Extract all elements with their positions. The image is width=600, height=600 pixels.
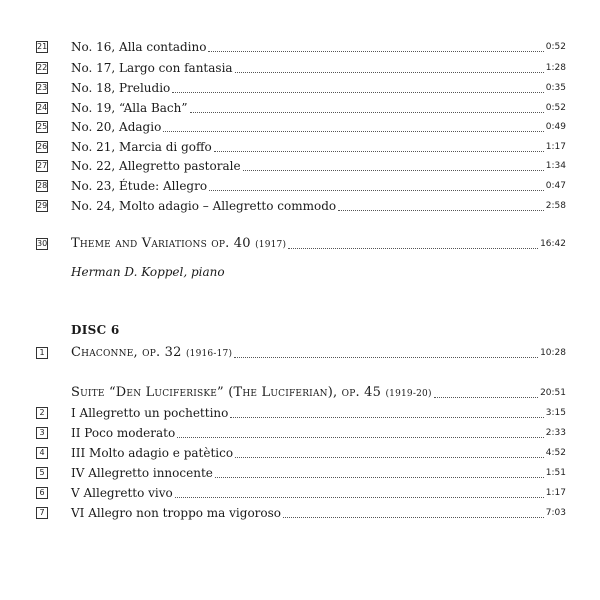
track-title: No. 19, “Alla Bach” <box>71 101 188 115</box>
track-duration: 4:52 <box>545 448 566 458</box>
track-title: VI Allegro non troppo ma vigoroso <box>71 506 282 520</box>
work-title <box>71 345 232 362</box>
leader-dots <box>230 417 543 418</box>
track-title: No. 21, Marcia di goffo <box>71 140 212 154</box>
track-duration: 1:28 <box>545 63 566 73</box>
work-row-theme-and-variations <box>36 236 566 252</box>
track-duration: 0:47 <box>545 181 566 191</box>
track-row <box>36 465 566 481</box>
track-title: No. 23, Étude: Allegro <box>71 179 208 193</box>
track-duration: 2:58 <box>545 201 566 211</box>
track-row <box>36 100 566 116</box>
track-duration: 1:51 <box>545 468 566 478</box>
leader-dots <box>283 517 544 518</box>
track-title: No. 16, Alla contadino <box>71 40 207 54</box>
track-row <box>36 485 566 501</box>
track-number: 24 <box>37 103 48 112</box>
track-number: 6 <box>36 487 48 499</box>
track-number: 28 <box>37 181 48 190</box>
track-row <box>36 198 566 214</box>
leader-dots <box>215 477 544 478</box>
work-row-chaconne <box>36 345 566 361</box>
track-title: V Allegretto vivo <box>71 486 173 500</box>
leader-dots <box>235 457 544 458</box>
track-row <box>36 80 566 96</box>
track-row <box>36 505 566 521</box>
track-duration: 1:17 <box>545 142 566 152</box>
track-row <box>36 119 566 135</box>
work-years: (1917) <box>255 239 287 250</box>
leader-dots <box>172 92 544 93</box>
work-title-text: Chaconne, op. 32 <box>71 344 182 360</box>
track-duration: 3:15 <box>545 408 566 418</box>
work-duration: 16:42 <box>540 239 566 249</box>
performer-credit: Herman D. Koppel, piano <box>71 265 225 279</box>
leader-dots <box>177 437 544 438</box>
track-number: 5 <box>36 467 48 479</box>
leader-dots <box>288 248 538 249</box>
leader-dots <box>209 190 544 191</box>
track-duration: 0:52 <box>545 103 566 113</box>
track-number: 7 <box>36 507 48 519</box>
track-title: No. 17, Largo con fantasia <box>71 61 233 75</box>
leader-dots <box>175 497 544 498</box>
track-duration: 1:34 <box>545 161 566 171</box>
track-title: II Poco moderato <box>71 426 176 440</box>
track-row <box>36 158 566 174</box>
leader-dots <box>243 170 544 171</box>
disc-heading: DISC 6 <box>71 323 120 337</box>
track-title: No. 22, Allegretto pastorale <box>71 159 241 173</box>
track-number: 21 <box>37 42 48 51</box>
track-number: 27 <box>37 161 48 170</box>
track-duration: 0:35 <box>545 83 566 93</box>
leader-dots <box>190 112 544 113</box>
track-duration: 0:52 <box>545 42 566 52</box>
track-title: I Allegretto un pochettino <box>71 406 229 420</box>
track-number: 30 <box>37 239 48 248</box>
work-title-text: Suite “Den Luciferiske” (The Luciferian), op. 45 <box>71 384 382 400</box>
leader-dots <box>234 357 538 358</box>
track-row <box>36 445 566 461</box>
track-row <box>36 60 566 76</box>
track-duration: 0:49 <box>545 122 566 132</box>
work-title <box>71 236 286 253</box>
leader-dots <box>208 51 543 52</box>
track-number: 2 <box>36 407 48 419</box>
track-row <box>36 139 566 155</box>
track-duration: 7:03 <box>545 508 566 518</box>
work-duration: 20:51 <box>540 388 566 398</box>
track-title: IV Allegretto innocente <box>71 466 213 480</box>
work-title-text: Theme and Variations op. 40 <box>71 235 251 251</box>
track-number: 22 <box>37 63 48 72</box>
track-number: 1 <box>36 347 48 359</box>
work-duration: 10:28 <box>540 348 566 358</box>
track-number: 29 <box>37 201 48 210</box>
track-title: No. 24, Molto adagio – Allegretto commodo <box>71 199 337 213</box>
leader-dots <box>235 72 544 73</box>
track-row <box>36 178 566 194</box>
track-number: 25 <box>37 122 48 131</box>
work-row-suite <box>36 385 566 401</box>
track-title: III Molto adagio e patètico <box>71 446 234 460</box>
track-number: 23 <box>37 83 48 92</box>
track-row <box>36 405 566 421</box>
track-number: 3 <box>36 427 48 439</box>
track-number: 26 <box>37 142 48 151</box>
leader-dots <box>214 151 544 152</box>
track-duration: 1:17 <box>545 488 566 498</box>
track-row <box>36 425 566 441</box>
track-title: No. 20, Adagio <box>71 120 162 134</box>
work-title <box>71 385 432 402</box>
leader-dots <box>338 210 544 211</box>
track-duration: 2:33 <box>545 428 566 438</box>
leader-dots <box>434 397 538 398</box>
work-years: (1919-20) <box>385 388 432 399</box>
track-number: 4 <box>36 447 48 459</box>
track-title: No. 18, Preludio <box>71 81 171 95</box>
leader-dots <box>163 131 543 132</box>
work-years: (1916-17) <box>185 348 233 359</box>
track-row <box>36 39 566 55</box>
